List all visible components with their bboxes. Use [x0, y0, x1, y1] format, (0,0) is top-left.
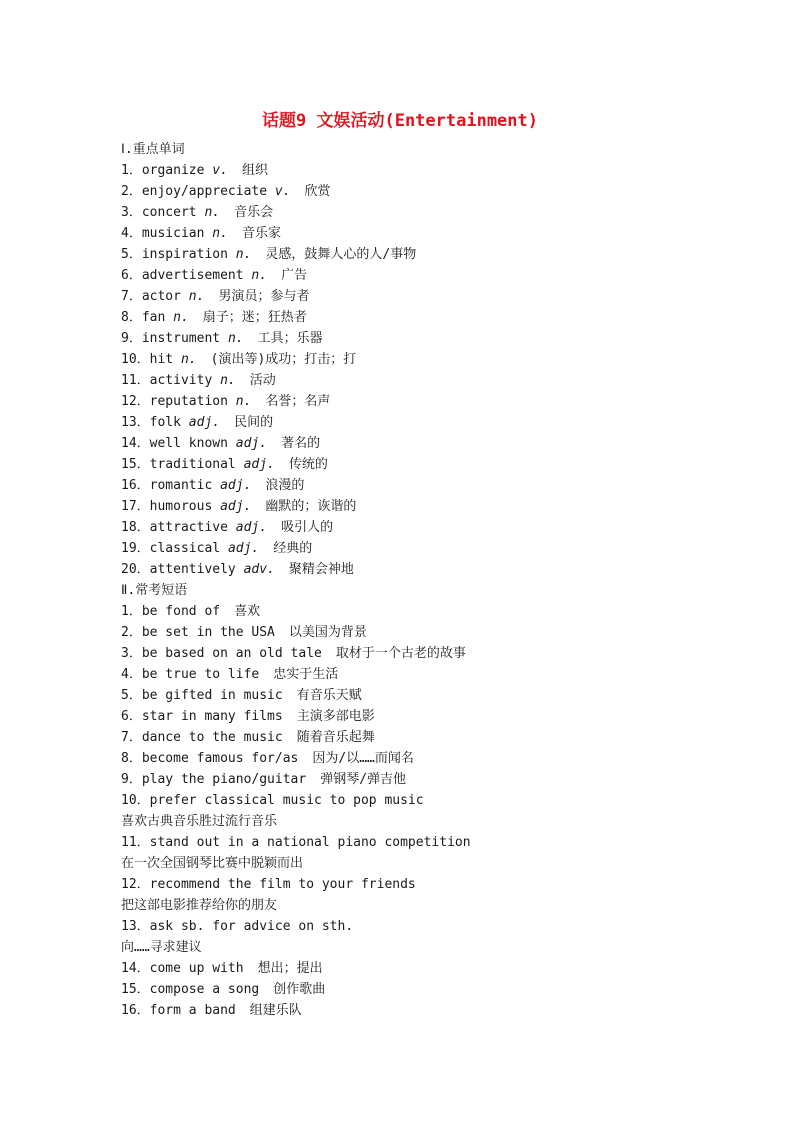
entry-part-of-speech: n.	[204, 205, 221, 220]
entry-meaning: 欣赏	[304, 184, 331, 199]
entry-number: 15．	[121, 982, 150, 997]
word-entry	[121, 391, 681, 412]
entry-part-of-speech: adj.	[227, 541, 260, 556]
entry-meaning: 创作歌曲	[273, 982, 326, 997]
entry-word: romantic	[149, 478, 213, 493]
phrase-entry	[121, 769, 681, 790]
phrase-meaning-line	[121, 895, 681, 916]
entry-meaning: 想出；提出	[257, 961, 323, 976]
entry-phrase: be true to life	[141, 667, 260, 682]
entry-number: 15．	[121, 457, 150, 472]
word-entry	[121, 475, 681, 496]
entry-number: 1．	[121, 604, 142, 619]
entry-phrase: ask sb. for advice on sth.	[149, 919, 354, 934]
entry-word: organize	[141, 163, 205, 178]
entry-meaning: 扇子；迷；狂热者	[202, 310, 307, 325]
entry-meaning: 音乐家	[241, 226, 281, 241]
entry-part-of-speech: n.	[212, 226, 228, 241]
entry-word: enjoy/appreciate	[141, 184, 268, 199]
entry-part-of-speech: n.	[235, 247, 252, 262]
entry-meaning: 组建乐队	[249, 1003, 302, 1018]
entry-number: 10．	[121, 352, 150, 367]
entry-meaning: 组织	[241, 163, 268, 178]
entry-meaning: 因为/以……而闻名	[312, 751, 414, 766]
word-entry	[121, 307, 681, 328]
word-entry	[121, 265, 681, 286]
entry-phrase: form a band	[149, 1003, 236, 1018]
entry-part-of-speech: v.	[212, 163, 228, 178]
entry-number: 6．	[121, 268, 142, 283]
entry-number: 7．	[121, 730, 142, 745]
entry-meaning: 吸引人的	[281, 520, 334, 535]
entry-part-of-speech: adj.	[235, 520, 268, 535]
entry-number: 11．	[121, 373, 150, 388]
entry-phrase: become famous for/as	[141, 751, 299, 766]
phrase-entry	[121, 601, 681, 622]
word-entry	[121, 202, 681, 223]
phrase-entry	[121, 832, 681, 853]
phrase-list	[121, 601, 681, 1021]
entry-phrase: play the piano/guitar	[141, 772, 307, 787]
word-entry	[121, 181, 681, 202]
entry-phrase: dance to the music	[141, 730, 283, 745]
entry-word: attractive	[149, 520, 228, 535]
phrase-meaning-line	[121, 811, 681, 832]
entry-meaning: 活动	[249, 373, 276, 388]
entry-word: actor	[141, 289, 181, 304]
entry-part-of-speech: n.	[180, 352, 197, 367]
word-entry	[121, 412, 681, 433]
phrase-entry	[121, 727, 681, 748]
entry-number: 8．	[121, 310, 142, 325]
word-entry	[121, 517, 681, 538]
word-entry	[121, 160, 681, 181]
entry-number: 1．	[121, 163, 142, 178]
word-entry	[121, 559, 681, 580]
entry-meaning: 有音乐天赋	[296, 688, 362, 703]
entry-word: traditional	[149, 457, 236, 472]
phrase-meaning-line	[121, 937, 681, 958]
phrase-entry	[121, 622, 681, 643]
entry-meaning: 随着音乐起舞	[296, 730, 375, 745]
word-entry	[121, 328, 681, 349]
entry-part-of-speech: n.	[173, 310, 189, 325]
phrase-entry	[121, 1000, 681, 1021]
word-entry	[121, 433, 681, 454]
entry-part-of-speech: n.	[251, 268, 268, 283]
entry-phrase: be fond of	[141, 604, 221, 619]
entry-phrase: be set in the USA	[141, 625, 275, 640]
entry-number: 18．	[121, 520, 150, 535]
entry-phrase: compose a song	[149, 982, 260, 997]
entry-number: 11．	[121, 835, 150, 850]
entry-meaning: 聚精会神地	[288, 562, 354, 577]
phrase-entry	[121, 664, 681, 685]
phrase-entry	[121, 706, 681, 727]
entry-meaning: 主演多部电影	[296, 709, 375, 724]
entry-part-of-speech: v.	[274, 184, 291, 199]
entry-number: 3．	[121, 646, 142, 661]
word-entry	[121, 244, 681, 265]
entry-meaning: 著名的	[281, 436, 321, 451]
entry-word: activity	[149, 373, 213, 388]
entry-meaning: 喜欢	[234, 604, 261, 619]
entry-phrase: prefer classical music to pop music	[149, 793, 424, 808]
entry-number: 19．	[121, 541, 150, 556]
entry-number: 9．	[121, 772, 142, 787]
entry-phrase: come up with	[149, 961, 244, 976]
entry-part-of-speech: n.	[227, 331, 244, 346]
entry-word: attentively	[149, 562, 236, 577]
entry-word: inspiration	[141, 247, 228, 262]
entry-number: 2．	[121, 184, 142, 199]
entry-number: 7．	[121, 289, 142, 304]
entry-word: well known	[149, 436, 228, 451]
entry-number: 4．	[121, 667, 142, 682]
entry-meaning: 工具；乐器	[257, 331, 323, 346]
entry-number: 17．	[121, 499, 150, 514]
word-entry	[121, 349, 681, 370]
entry-word: concert	[141, 205, 197, 220]
phrase-entry	[121, 958, 681, 979]
entry-meaning: 男演员；参与者	[218, 289, 310, 304]
entry-meaning: 在一次全国钢琴比赛中脱颖而出	[121, 856, 304, 871]
entry-meaning: 忠实于生活	[273, 667, 339, 682]
entry-number: 16．	[121, 478, 150, 493]
entry-meaning: 经典的	[273, 541, 313, 556]
entry-number: 8．	[121, 751, 142, 766]
entry-number: 16．	[121, 1003, 150, 1018]
phrase-meaning-line	[121, 853, 681, 874]
entry-number: 2．	[121, 625, 142, 640]
section-heading-phrases: Ⅱ.常考短语	[121, 583, 188, 598]
document-body	[121, 139, 681, 1021]
entry-number: 3．	[121, 205, 142, 220]
phrase-entry	[121, 790, 681, 811]
entry-word: classical	[149, 541, 221, 556]
entry-number: 14．	[121, 436, 150, 451]
entry-meaning: 取材于一个古老的故事	[335, 646, 466, 661]
entry-part-of-speech: adj.	[243, 457, 275, 472]
entry-part-of-speech: n.	[235, 394, 252, 409]
entry-meaning: (演出等)成功；打击；打	[210, 352, 357, 367]
entry-part-of-speech: adj.	[188, 415, 221, 430]
word-entry	[121, 538, 681, 559]
entry-number: 5．	[121, 688, 142, 703]
entry-word: fan	[141, 310, 166, 325]
entry-phrase: be gifted in music	[141, 688, 283, 703]
entry-part-of-speech: adj.	[220, 499, 252, 514]
entry-number: 20．	[121, 562, 150, 577]
entry-meaning: 民间的	[234, 415, 274, 430]
entry-part-of-speech: n.	[220, 373, 236, 388]
entry-meaning: 浪漫的	[265, 478, 305, 493]
word-entry	[121, 454, 681, 475]
entry-meaning: 名誉；名声	[265, 394, 331, 409]
word-list	[121, 160, 681, 580]
entry-meaning: 幽默的；诙谐的	[265, 499, 357, 514]
entry-meaning: 广告	[281, 268, 308, 283]
entry-word: instrument	[141, 331, 221, 346]
entry-phrase: recommend the film to your friends	[149, 877, 416, 892]
entry-phrase: stand out in a national piano competition	[149, 835, 471, 850]
entry-number: 10．	[121, 793, 150, 808]
word-entry	[121, 370, 681, 391]
entry-meaning: 喜欢古典音乐胜过流行音乐	[121, 814, 278, 829]
phrase-entry	[121, 643, 681, 664]
entry-phrase: star in many films	[141, 709, 283, 724]
entry-meaning: 向……寻求建议	[121, 940, 202, 955]
word-entry	[121, 223, 681, 244]
entry-phrase: be based on an old tale	[141, 646, 322, 661]
entry-meaning: 把这部电影推荐给你的朋友	[121, 898, 278, 913]
phrase-entry	[121, 685, 681, 706]
entry-number: 12．	[121, 877, 150, 892]
entry-number: 13．	[121, 919, 150, 934]
entry-meaning: 传统的	[288, 457, 328, 472]
entry-word: musician	[141, 226, 205, 241]
entry-number: 5．	[121, 247, 142, 262]
entry-word: advertisement	[141, 268, 244, 283]
entry-number: 4．	[121, 226, 142, 241]
phrase-entry	[121, 979, 681, 1000]
entry-word: hit	[149, 352, 174, 367]
entry-word: reputation	[149, 394, 228, 409]
section-heading-words: Ⅰ.重点单词	[121, 142, 185, 157]
entry-part-of-speech: adj.	[235, 436, 268, 451]
word-entry	[121, 286, 681, 307]
entry-meaning: 灵感，鼓舞人心的人/事物	[265, 247, 417, 262]
phrase-entry	[121, 874, 681, 895]
entry-number: 9．	[121, 331, 142, 346]
entry-word: humorous	[149, 499, 213, 514]
entry-part-of-speech: adv.	[243, 562, 275, 577]
page-title: 话题9 文娱活动(Entertainment)	[262, 111, 538, 131]
word-entry	[121, 496, 681, 517]
phrase-entry	[121, 748, 681, 769]
entry-number: 13．	[121, 415, 150, 430]
entry-part-of-speech: adj.	[220, 478, 252, 493]
entry-number: 14．	[121, 961, 150, 976]
entry-meaning: 以美国为背景	[288, 625, 367, 640]
entry-meaning: 音乐会	[234, 205, 274, 220]
entry-word: folk	[149, 415, 181, 430]
entry-meaning: 弹钢琴/弹吉他	[320, 772, 407, 787]
entry-number: 6．	[121, 709, 142, 724]
phrase-entry	[121, 916, 681, 937]
entry-part-of-speech: n.	[188, 289, 205, 304]
entry-number: 12．	[121, 394, 150, 409]
